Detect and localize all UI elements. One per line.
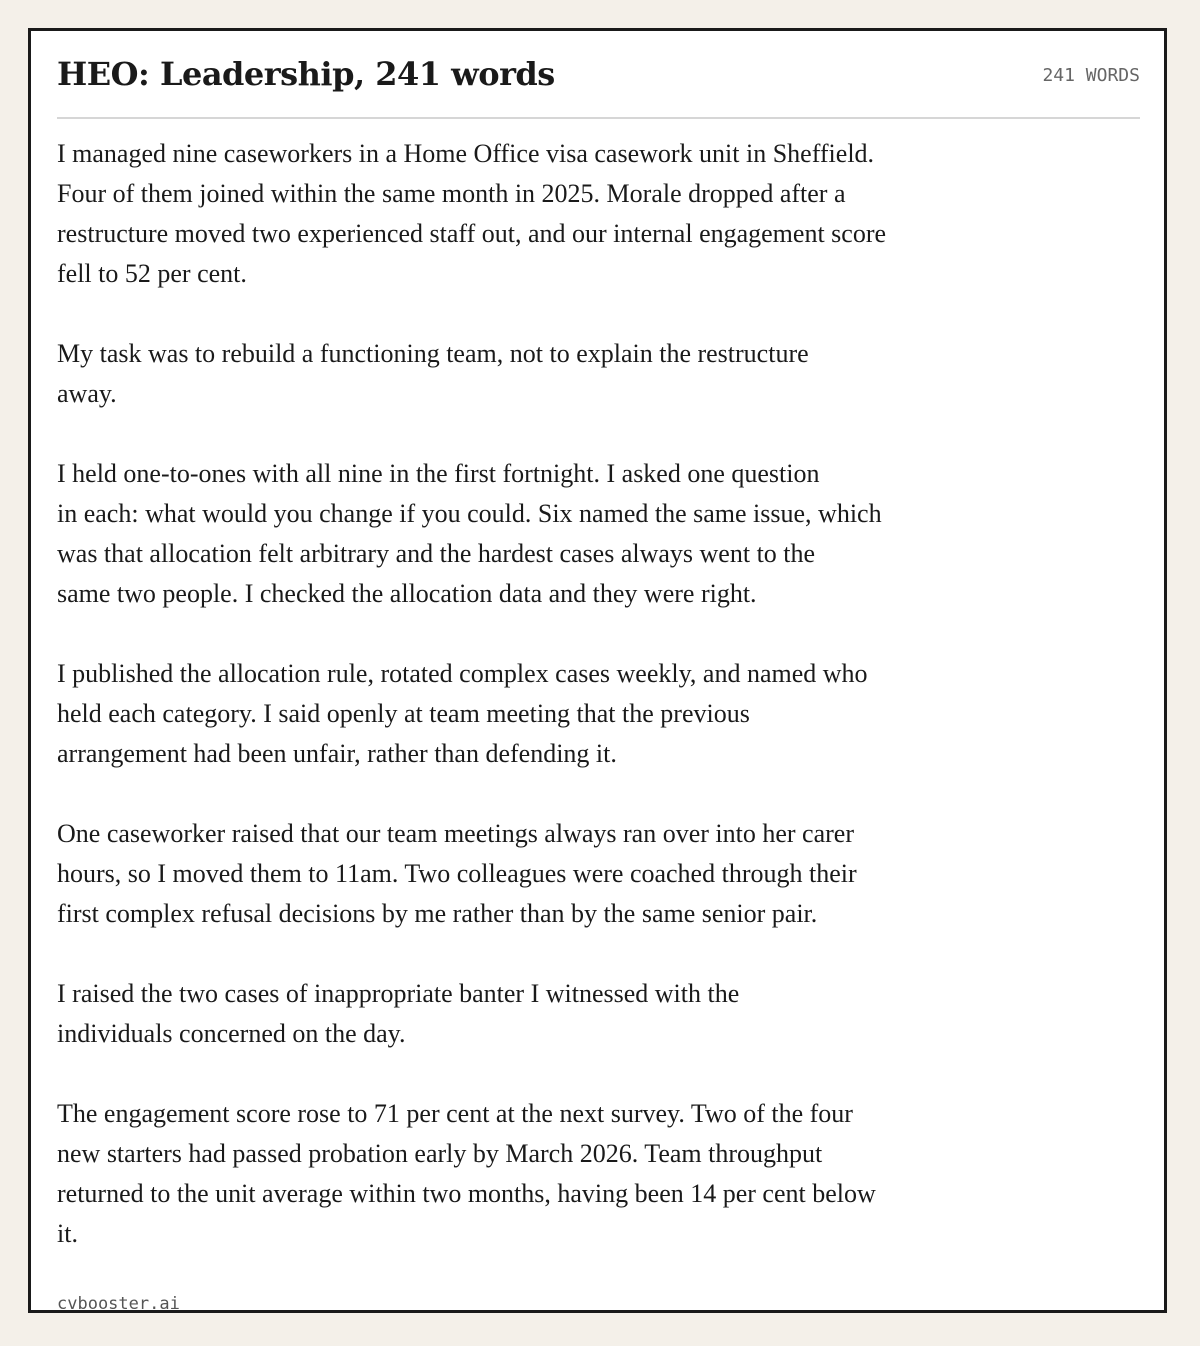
- paragraph-action-inclusion: [57, 814, 1057, 934]
- paragraph-situation: [57, 134, 1057, 294]
- paragraph-result: [57, 1094, 1057, 1254]
- paragraph-task: [57, 334, 1057, 414]
- paragraph-line: it.: [57, 1219, 78, 1248]
- paragraph-line: The engagement score rose to 71 per cent at the next survey. Two of the four: [57, 1099, 853, 1128]
- paragraph-line: arrangement had been unfair, rather than defending it.: [57, 739, 617, 768]
- paragraph-line: returned to the unit average within two months, having been 14 per cent below: [57, 1179, 876, 1208]
- paragraph-line: My task was to rebuild a functioning team, not to explain the restructure: [57, 339, 809, 368]
- paragraph-line: I published the allocation rule, rotated complex cases weekly, and named who: [57, 659, 868, 688]
- paragraph-line: I managed nine caseworkers in a Home Office visa casework unit in Sheffield.: [57, 139, 875, 168]
- paragraph-action-allocation: [57, 654, 1057, 774]
- word-count-badge: 241 WORDS: [1042, 65, 1140, 86]
- page-title: HEO: Leadership, 241 words: [57, 55, 555, 93]
- paragraph-line: in each: what would you change if you could. Six named the same issue, which: [57, 499, 882, 528]
- paragraph-line: I held one-to-ones with all nine in the first fortnight. I asked one question: [57, 459, 820, 488]
- paragraph-action-behaviour: [57, 974, 1057, 1054]
- paragraph-line: same two people. I checked the allocation data and they were right.: [57, 579, 757, 608]
- paragraph-line: I raised the two cases of inappropriate banter I witnessed with the: [57, 979, 740, 1008]
- paragraph-line: held each category. I said openly at team meeting that the previous: [57, 699, 750, 728]
- paragraph-line: was that allocation felt arbitrary and the hardest cases always went to the: [57, 539, 816, 568]
- answer-card: [28, 28, 1167, 1313]
- card-header: [57, 51, 1140, 119]
- paragraph-line: individuals concerned on the day.: [57, 1019, 406, 1048]
- paragraph-line: away.: [57, 379, 117, 408]
- paragraph-line: first complex refusal decisions by me rather than by the same senior pair.: [57, 899, 818, 928]
- paragraph-action-listening: [57, 454, 1057, 614]
- footer-brand: cvbooster.ai: [57, 1294, 180, 1314]
- paragraph-line: hours, so I moved them to 11am. Two colleagues were coached through their: [57, 859, 857, 888]
- paragraph-line: new starters had passed probation early by March 2026. Team throughput: [57, 1139, 823, 1168]
- paragraph-line: Four of them joined within the same month in 2025. Morale dropped after a: [57, 179, 846, 208]
- answer-body: [57, 134, 1057, 1294]
- paragraph-line: restructure moved two experienced staff out, and our internal engagement score: [57, 219, 887, 248]
- paragraph-line: fell to 52 per cent.: [57, 259, 247, 288]
- paragraph-line: One caseworker raised that our team meetings always ran over into her carer: [57, 819, 854, 848]
